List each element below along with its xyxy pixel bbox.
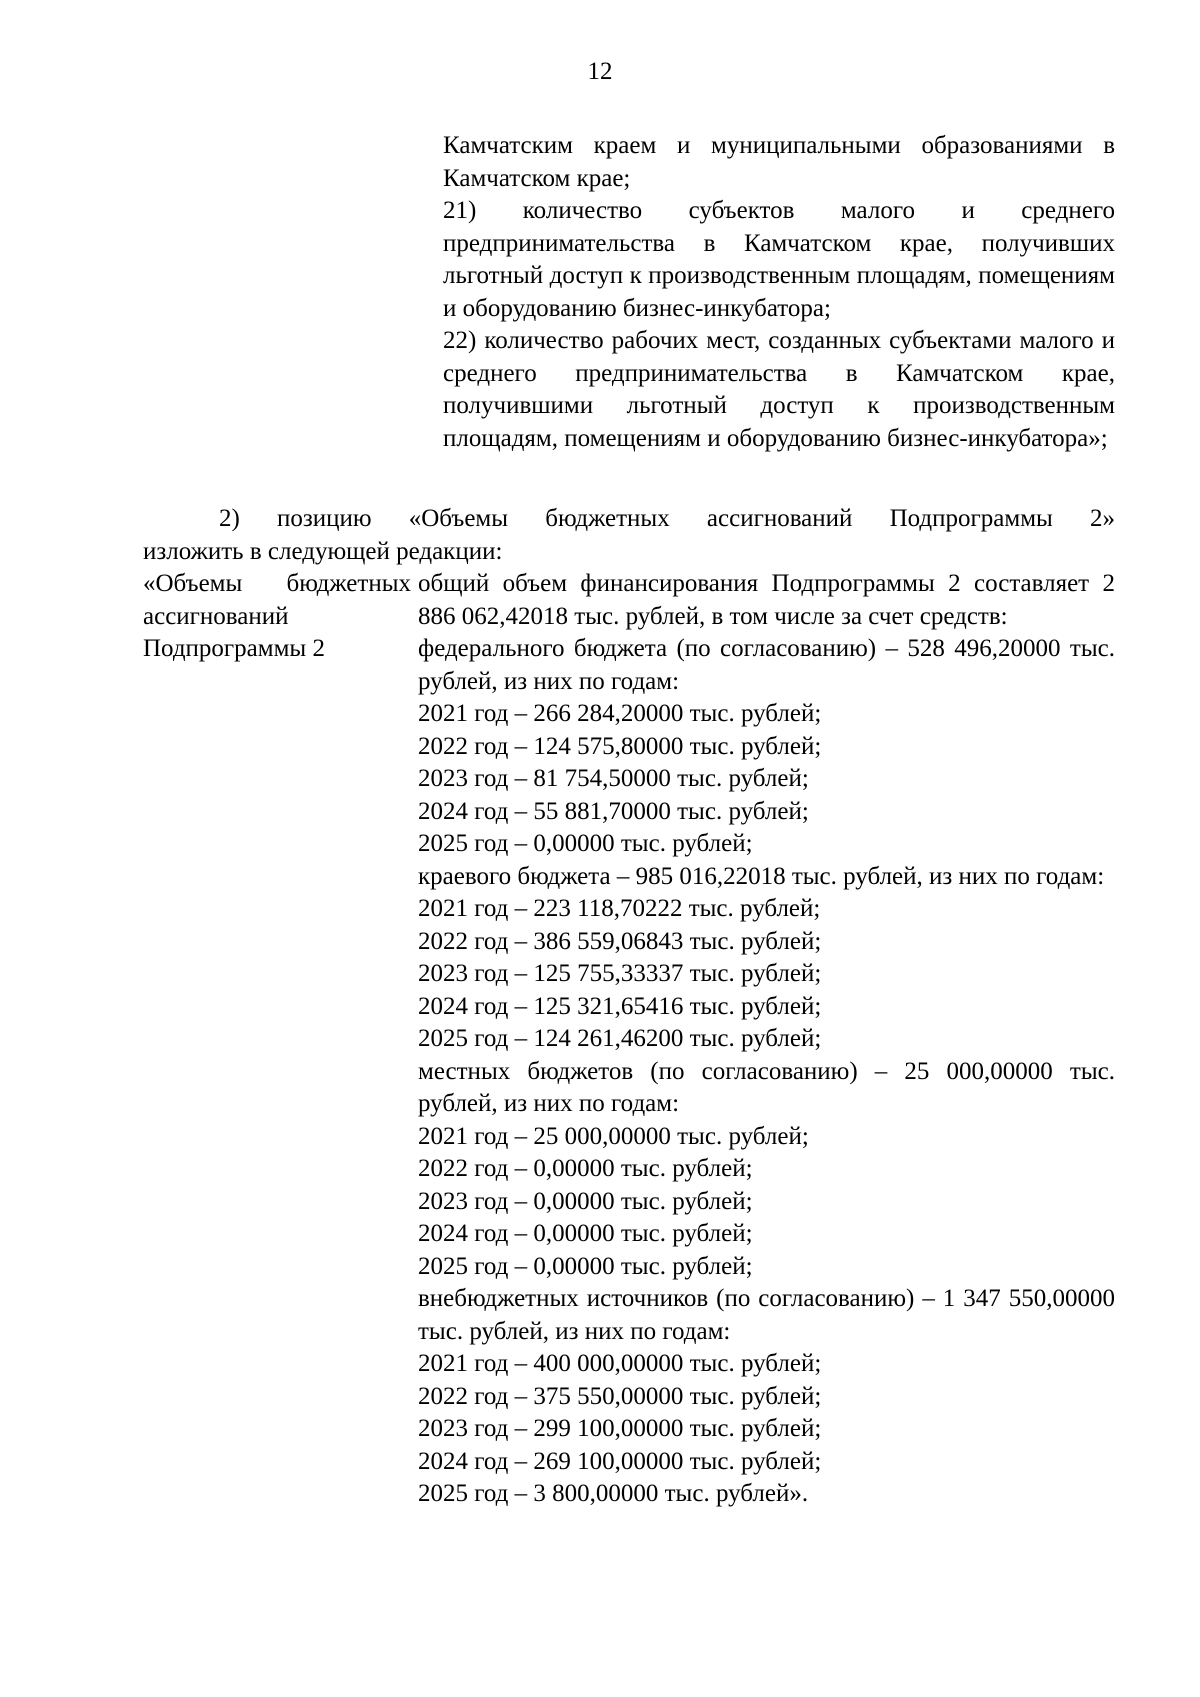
page-number: 12 — [587, 58, 613, 85]
extrabudgetary-year-row: 2024 год – 269 100,00000 тыс. рублей; — [418, 1447, 822, 1475]
regional-year-row: 2025 год – 124 261,46200 тыс. рублей; — [418, 1025, 822, 1052]
continuation-paragraph: Камчатским краем и муниципальными образованиями в Камчатском крае; — [443, 132, 1115, 192]
local-year-row: 2021 год – 25 000,00000 тыс. рублей; — [418, 1122, 809, 1150]
federal-year-row: 2022 год – 124 575,80000 тыс. рублей; — [418, 732, 822, 760]
local-year-row: 2022 год – 0,00000 тыс. рублей; — [418, 1155, 753, 1182]
extrabudgetary-intro: внебюджетных источников (по согласованию) – 1 347 550,00000 тыс. рублей, из них по годам: — [418, 1285, 1115, 1345]
extrabudgetary-year-row: 2023 год – 299 100,00000 тыс. рублей; — [418, 1415, 822, 1442]
federal-year-row: 2023 год – 81 754,50000 тыс. рублей; — [418, 765, 809, 792]
federal-budget-intro: федерального бюджета (по согласованию) – 528 496,20000 тыс. рублей, из них по годам: — [418, 635, 1115, 695]
total-financing: общий объем финансирования Подпрограммы 2 составляет 2 886 062,42018 тыс. рублей, в том числе за счет средств: — [418, 570, 1115, 630]
federal-year-row: 2021 год – 266 284,20000 тыс. рублей; — [418, 700, 822, 727]
budget-value-cell — [418, 568, 1115, 1511]
local-year-row: 2025 год – 0,00000 тыс. рублей; — [418, 1252, 753, 1280]
regional-year-row: 2024 год – 125 321,65416 тыс. рублей; — [418, 992, 822, 1020]
regional-budget-intro: краевого бюджета – 985 016,22018 тыс. рублей, из них по годам: — [418, 862, 1105, 890]
extrabudgetary-year-row: 2025 год – 3 800,00000 тыс. рублей». — [418, 1480, 809, 1507]
federal-year-row: 2024 год – 55 881,70000 тыс. рублей; — [418, 797, 809, 825]
extrabudgetary-year-row: 2021 год – 400 000,00000 тыс. рублей; — [418, 1350, 822, 1377]
indicators-list-continuation — [443, 130, 1115, 455]
budget-label-cell — [143, 568, 411, 666]
regional-year-row: 2023 год – 125 755,33337 тыс. рублей; — [418, 960, 822, 987]
budget-label-line-1: «Объемы бюджетных — [143, 570, 411, 597]
section-2-intro — [143, 503, 1115, 568]
indicator-item-21: 21) количество субъектов малого и среднего предпринимательства в Камчатском крае, получивших льготный доступ к производственным площадям, помещениям и оборудованию бизнес-инкубатора; — [443, 197, 1115, 322]
regional-year-row: 2022 год – 386 559,06843 тыс. рублей; — [418, 927, 822, 955]
local-budget-intro: местных бюджетов (по согласованию) – 25 000,00000 тыс. рублей, из них по годам: — [418, 1057, 1115, 1117]
indicator-item-22: 22) количество рабочих мест, созданных субъектами малого и среднего предпринимательства в Камчатском крае, получившими льготный доступ к производственным площадям, помещениям и оборудованию бизнес-инкубатора»; — [443, 327, 1115, 452]
local-year-row: 2024 год – 0,00000 тыс. рублей; — [418, 1220, 753, 1247]
federal-year-row: 2025 год – 0,00000 тыс. рублей; — [418, 830, 753, 857]
budget-label-line-2: ассигнований — [143, 602, 289, 630]
local-year-row: 2023 год – 0,00000 тыс. рублей; — [418, 1187, 753, 1215]
regional-year-row: 2021 год – 223 118,70222 тыс. рублей; — [418, 895, 821, 922]
section-2-line-2: изложить в следующей редакции: — [143, 537, 503, 565]
extrabudgetary-year-row: 2022 год – 375 550,00000 тыс. рублей; — [418, 1382, 822, 1410]
budget-label-line-3: Подпрограммы 2 — [143, 635, 325, 662]
section-2-line-1: 2) позицию «Объемы бюджетных ассигнований Подпрограммы 2» — [219, 505, 1115, 532]
